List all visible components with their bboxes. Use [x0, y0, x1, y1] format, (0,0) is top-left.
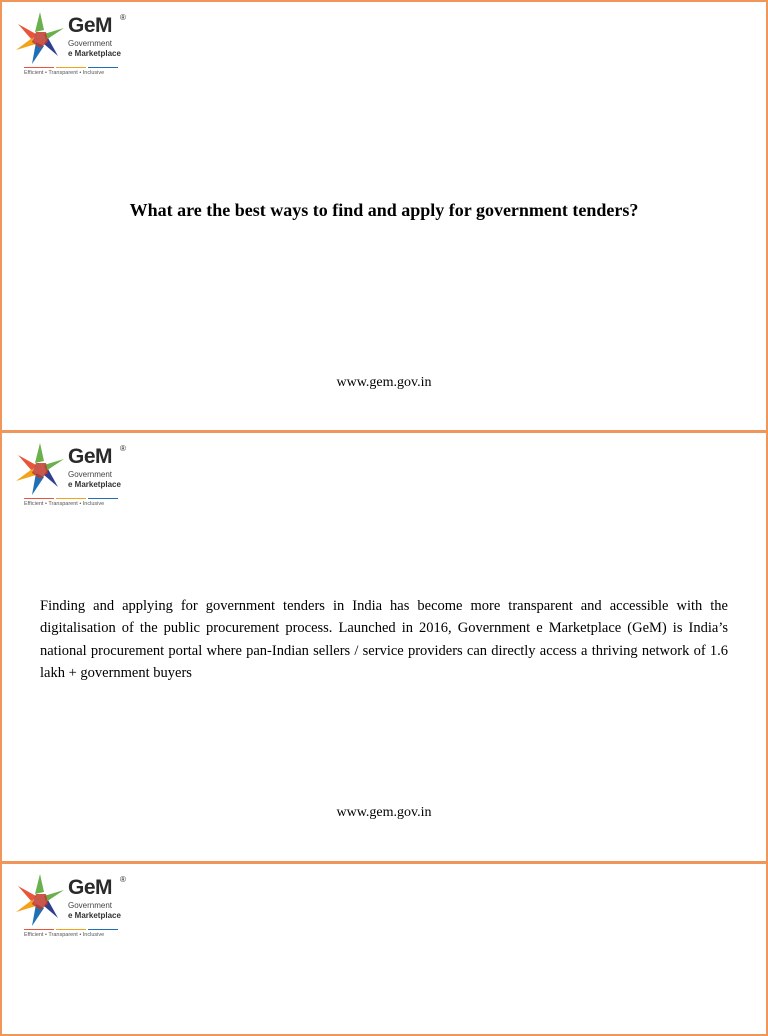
logo-brand: GeM [68, 876, 113, 899]
gem-logo [14, 10, 134, 82]
logo-tagline: Efficient • Transparent • Inclusive [24, 70, 105, 76]
logo-registered-mark: ® [120, 875, 126, 884]
logo-brand: GeM [68, 14, 113, 37]
website-url[interactable]: www.gem.gov.in [336, 375, 432, 390]
gem-logo [14, 441, 134, 513]
website-url[interactable]: www.gem.gov.in [336, 805, 432, 820]
logo-divider [24, 67, 120, 68]
slide-1 [0, 0, 768, 432]
logo-registered-mark: ® [120, 444, 126, 453]
logo-line-2: e Marketplace [68, 49, 121, 58]
logo-line-2: e Marketplace [68, 911, 121, 920]
logo-line-1: Government [68, 39, 113, 48]
slide-2 [0, 431, 768, 863]
logo-brand: GeM [68, 445, 113, 468]
logo-line-1: Government [68, 901, 113, 910]
gem-star-logo-icon [14, 441, 66, 497]
logo-divider [24, 498, 120, 499]
logo-registered-mark: ® [120, 13, 126, 22]
logo-line-2: e Marketplace [68, 480, 121, 489]
gem-logo [14, 872, 134, 944]
gem-star-logo-icon [14, 872, 66, 928]
slide-paragraph: Finding and applying for government tenders in India has become more transparent and accessible with the digitalisation of the public procurement process. Launched in 2016, Government e Marketplace (GeM) is India’s national procurement portal where pan-Indian sellers / service providers can directly access a thriving network of 1.6 lakh + government buyers [40, 598, 728, 682]
logo-tagline: Efficient • Transparent • Inclusive [24, 501, 105, 507]
logo-tagline: Efficient • Transparent • Inclusive [24, 932, 105, 938]
gem-star-logo-icon [14, 10, 66, 66]
slide-3 [0, 862, 768, 1036]
slide-headline: What are the best ways to find and apply for government tenders? [129, 200, 639, 220]
logo-line-1: Government [68, 470, 113, 479]
logo-divider [24, 929, 120, 930]
